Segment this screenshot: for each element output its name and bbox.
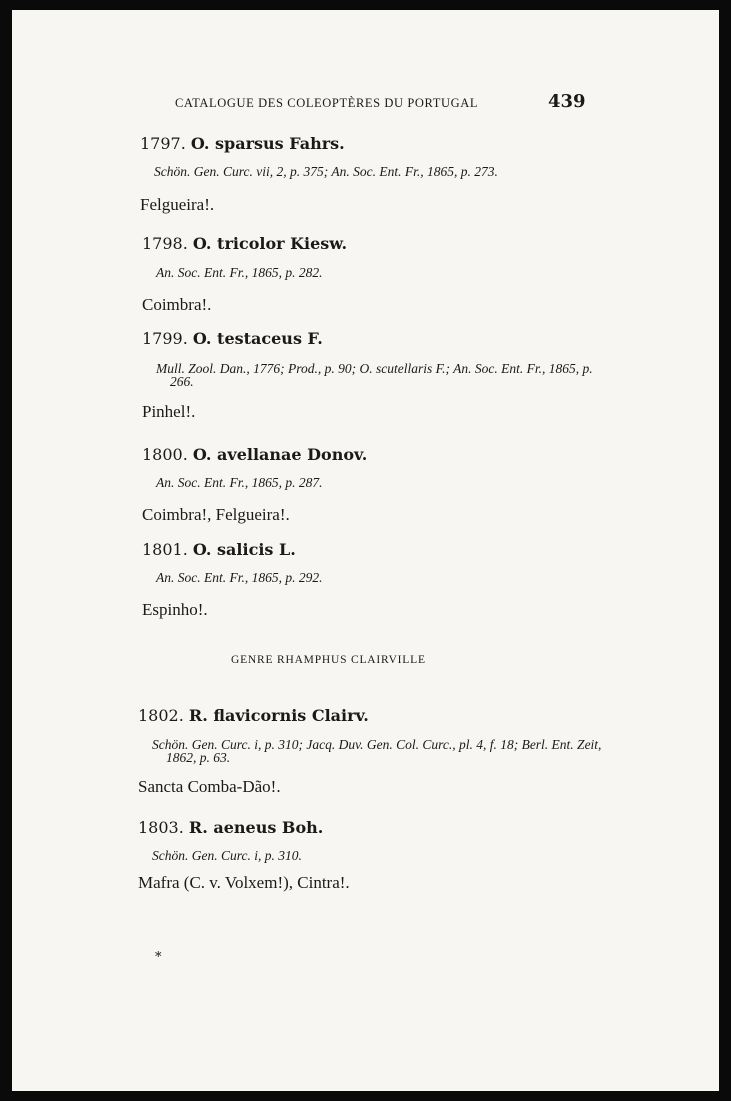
entry-number: 1801. [142,540,188,559]
localities: Sancta Comba-Dão!. [138,777,281,796]
entry-number: 1802. [138,706,184,725]
species-name: O. avellanae Donov. [192,445,368,464]
genus-heading: GENRE RHAMPHUS CLAIRVILLE [231,654,426,666]
entry-number: 1800. [142,445,188,464]
localities: Felgueira!. [140,195,215,214]
entry-number: 1797. [140,134,186,153]
species-name: O. tricolor Kiesw. [192,234,348,253]
bibliographic-reference: An. Soc. Ent. Fr., 1865, p. 292. [156,570,323,585]
entry-number: 1803. [138,818,184,837]
species-name: O. testaceus F. [192,329,323,348]
bibliographic-reference: An. Soc. Ent. Fr., 1865, p. 287. [156,475,323,490]
species-name: R. aeneus Boh. [188,818,324,837]
localities: Pinhel!. [142,402,196,421]
entry-number: 1799. [142,329,188,348]
bibliographic-reference: Schön. Gen. Curc. i, p. 310. [152,848,302,863]
species-name: O. sparsus Fahrs. [190,134,345,153]
localities: Coimbra!, Felgueira!. [142,505,290,524]
localities: Espinho!. [142,600,208,619]
localities: Coimbra!. [142,295,212,314]
bibliographic-reference: Schön. Gen. Curc. vii, 2, p. 375; An. Soc. Ent. Fr., 1865, p. 273. [154,164,498,179]
entry-number: 1798. [142,234,188,253]
bibliographic-reference: Mull. Zool. Dan., 1776; Prod., p. 90; O. scutellaris F.; An. Soc. Ent. Fr., 1865, p. 266. [156,361,593,389]
species-name: O. salicis L. [192,540,296,559]
localities: Mafra (C. v. Volxem!), Cintra!. [138,873,350,892]
running-title: CATALOGUE DES COLEOPTÈRES DU PORTUGAL [175,96,479,110]
page-number: 439 [548,91,586,112]
asterisk-mark: * [155,950,162,965]
paper-sheet [12,10,719,1091]
species-name: R. flavicornis Clairv. [188,706,369,725]
bibliographic-reference: Schön. Gen. Curc. i, p. 310; Jacq. Duv. Gen. Col. Curc., pl. 4, f. 18; Berl. Ent. Zeit, 1862, p. 63. [152,737,602,765]
bibliographic-reference: An. Soc. Ent. Fr., 1865, p. 282. [156,265,323,280]
